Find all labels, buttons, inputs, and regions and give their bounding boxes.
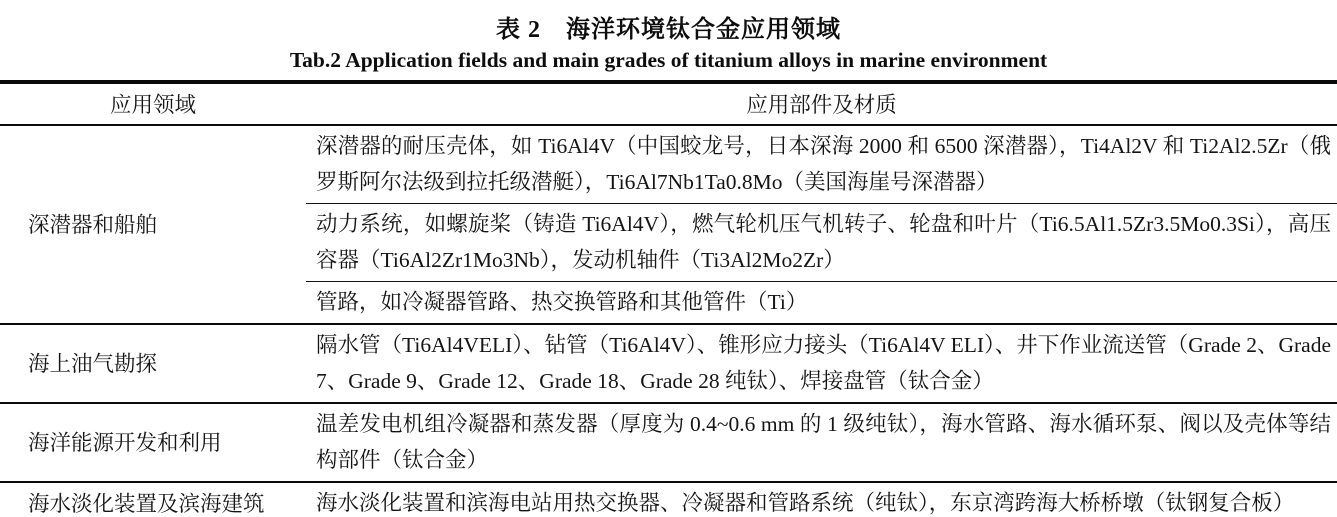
table-row-oil-gas bbox=[0, 324, 1337, 403]
table-row-desalination bbox=[0, 482, 1337, 517]
field-cell-marine-energy: 海洋能源开发和利用 bbox=[0, 403, 306, 482]
field-cell-oil-gas-exploration: 海上油气勘探 bbox=[0, 324, 306, 403]
table-row-marine-energy bbox=[0, 403, 1337, 482]
header-application-field: 应用领域 bbox=[0, 82, 306, 125]
entry-cell-desalination-parts: 海水淡化装置和滨海电站用热交换器、冷凝器和管路系统（纯钛），东京湾跨海大桥桥墩（钛钢复合板） bbox=[306, 482, 1337, 517]
entry-cell-oil-gas-parts: 隔水管（Ti6Al4VELI）、钻管（Ti6Al4V）、锥形应力接头（Ti6Al4V ELI）、井下作业流送管（Grade 2、Grade 7、Grade 9、Grade 12、Grade 18、Grade 28 纯钛）、焊接盘管（钛合金） bbox=[306, 324, 1337, 403]
application-fields-table bbox=[0, 80, 1337, 517]
header-parts-and-materials: 应用部件及材质 bbox=[306, 82, 1337, 125]
field-cell-desalination-coastal: 海水淡化装置及滨海建筑 bbox=[0, 482, 306, 517]
entry-cell-piping: 管路，如冷凝器管路、热交换管路和其他管件（Ti） bbox=[306, 282, 1337, 325]
entry-cell-pressure-hull: 深潜器的耐压壳体，如 Ti6Al4V（中国蛟龙号，日本深海 2000 和 6500 深潜器），Ti4Al2V 和 Ti2Al2.5Zr（俄罗斯阿尔法级到拉托级潜艇），Ti6Al7Nb1Ta0.8Mo（美国海崖号深潜器） bbox=[316, 134, 1331, 194]
table-title-english: Tab.2 Application fields and main grades of titanium alloys in marine environment bbox=[289, 48, 1048, 72]
table-row-submersibles bbox=[0, 125, 1337, 204]
table-title-chinese: 表 2 海洋环境钛合金应用领域 bbox=[496, 17, 841, 43]
entry-cell-power-system: 动力系统，如螺旋桨（铸造 Ti6Al4V），燃气轮机压气机转子、轮盘和叶片（Ti6.5Al1.5Zr3.5Mo0.3Si），高压容器（Ti6Al2Zr1Mo3Nb），发动机轴件（Ti3Al2Mo2Zr） bbox=[306, 204, 1337, 282]
entry-cell-marine-energy-parts: 温差发电机组冷凝器和蒸发器（厚度为 0.4~0.6 mm 的 1 级纯钛），海水管路、海水循环泵、阀以及壳体等结构部件（钛合金） bbox=[306, 403, 1337, 482]
field-cell-submersibles-ships: 深潜器和船舶 bbox=[28, 212, 158, 237]
table-header-row bbox=[0, 82, 1337, 125]
